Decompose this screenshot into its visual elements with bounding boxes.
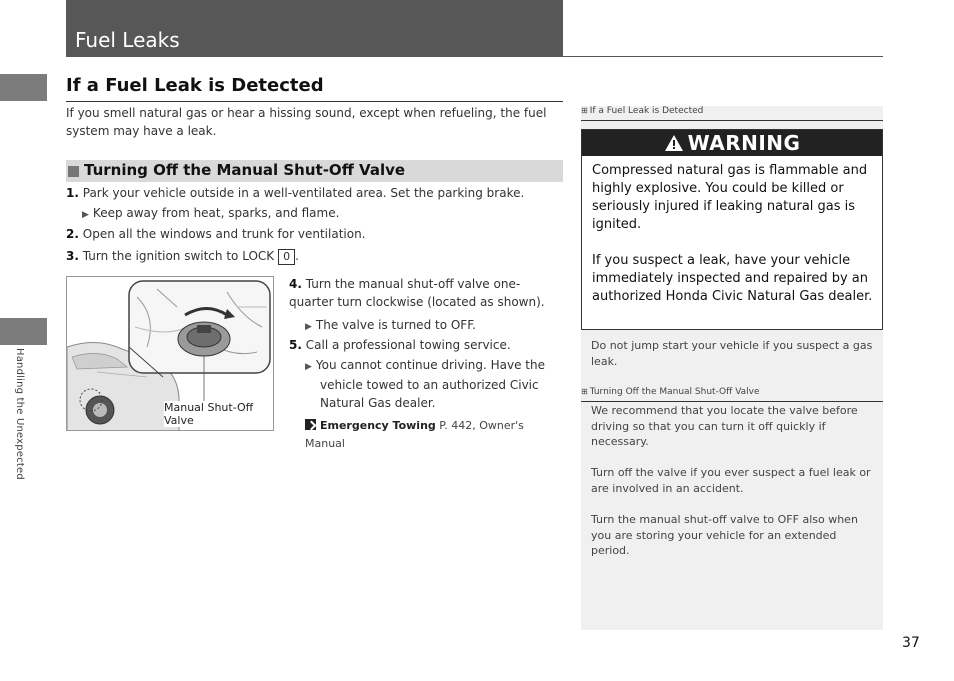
- step-text: Open all the windows and trunk for ventilation.: [82, 227, 366, 241]
- reference-title[interactable]: Emergency Towing: [320, 419, 436, 432]
- note-rule: [581, 401, 883, 402]
- note-jump-start: Do not jump start your vehicle if you suspect a gas leak.: [591, 339, 873, 368]
- warning-paragraph-2: If you suspect a leak, have your vehicle immediately inspected and repaired by an authorized Honda Civic Natural Gas dealer.: [592, 253, 873, 304]
- side-tab-label: Handling the Unexpected: [14, 348, 25, 480]
- step-number: 2.: [66, 227, 79, 241]
- valve-illustration: [66, 276, 274, 431]
- note-label-valve: [581, 387, 760, 397]
- step-text: Park your vehicle outside in a well-ventilated area. Set the parking brake.: [82, 186, 525, 200]
- step-number: 3.: [66, 249, 79, 263]
- note-marker-icon: ⊞: [581, 387, 588, 396]
- subsection-title: Turning Off the Manual Shut-Off Valve: [84, 161, 406, 179]
- triangle-bullet-icon: ▶: [82, 210, 89, 220]
- step-number: 5.: [289, 338, 302, 352]
- step-5-bullet: [305, 356, 555, 412]
- side-tab-top: [0, 74, 47, 101]
- note-storage: Turn the manual shut-off valve to OFF also when you are storing your vehicle for an extended period.: [591, 513, 858, 557]
- figure-label: Manual Shut-Off Valve: [164, 401, 269, 427]
- step-text: Turn the manual shut-off valve one-quarter turn clockwise (located as shown).: [289, 277, 545, 309]
- note-marker-icon: ⊞: [581, 106, 588, 115]
- page-number: 37: [902, 635, 920, 651]
- step-3: 3. Turn the ignition switch to LOCK 0 .: [66, 249, 299, 263]
- step-text: Turn the ignition switch to LOCK: [82, 249, 275, 263]
- note-label-text: If a Fuel Leak is Detected: [589, 106, 704, 116]
- step-1: [66, 184, 556, 202]
- triangle-bullet-icon: ▶: [305, 362, 312, 372]
- bullet-text: The valve is turned to OFF.: [315, 318, 476, 332]
- section-rule: [66, 101, 563, 102]
- header-rule: [563, 56, 883, 57]
- warning-body: [592, 162, 876, 306]
- step-4: [289, 275, 564, 311]
- triangle-bullet-icon: ▶: [305, 322, 312, 332]
- note-rule: [581, 120, 883, 121]
- note-locate-valve: We recommend that you locate the valve before driving so that you can turn it off quickly if necessary.: [591, 404, 858, 448]
- subsection-header: [66, 160, 563, 182]
- step-1-bullet: [82, 204, 339, 224]
- step-4-bullet: [305, 316, 476, 336]
- section-intro: If you smell natural gas or hear a hissing sound, except when refueling, the fuel system may have a leak.: [66, 106, 547, 138]
- reference-arrow-icon: [305, 419, 316, 430]
- warning-box: [581, 129, 883, 330]
- page-title: Fuel Leaks: [75, 28, 180, 52]
- bullet-text: You cannot continue driving. Have the vehicle towed to an authorized Civic Natural Gas dealer.: [315, 358, 545, 410]
- step-5: [289, 336, 564, 354]
- warning-triangle-icon: [664, 134, 684, 152]
- warning-header: [582, 130, 882, 156]
- lock-position-box: 0: [278, 249, 295, 265]
- step-number: 4.: [289, 277, 302, 291]
- cross-reference[interactable]: [305, 417, 545, 453]
- section-title: If a Fuel Leak is Detected: [66, 75, 324, 96]
- warning-paragraph-1: Compressed natural gas is flammable and highly explosive. You could be killed or seriously injured if leaking natural gas is ignited.: [592, 163, 868, 232]
- warning-title: WARNING: [687, 131, 801, 155]
- side-tab-active: [0, 318, 47, 345]
- bullet-text: Keep away from heat, sparks, and flame.: [92, 206, 340, 220]
- note-label-text: Turning Off the Manual Shut-Off Valve: [589, 387, 760, 397]
- step-text: Call a professional towing service.: [305, 338, 511, 352]
- subsection-square-icon: [68, 166, 79, 177]
- note-turn-off: Turn off the valve if you ever suspect a fuel leak or are involved in an accident.: [591, 466, 871, 495]
- reference-page: P. 442, Owner's Manual: [305, 419, 524, 450]
- step-number: 1.: [66, 186, 79, 200]
- note-label-leak: [581, 106, 703, 116]
- step-2: [66, 225, 556, 243]
